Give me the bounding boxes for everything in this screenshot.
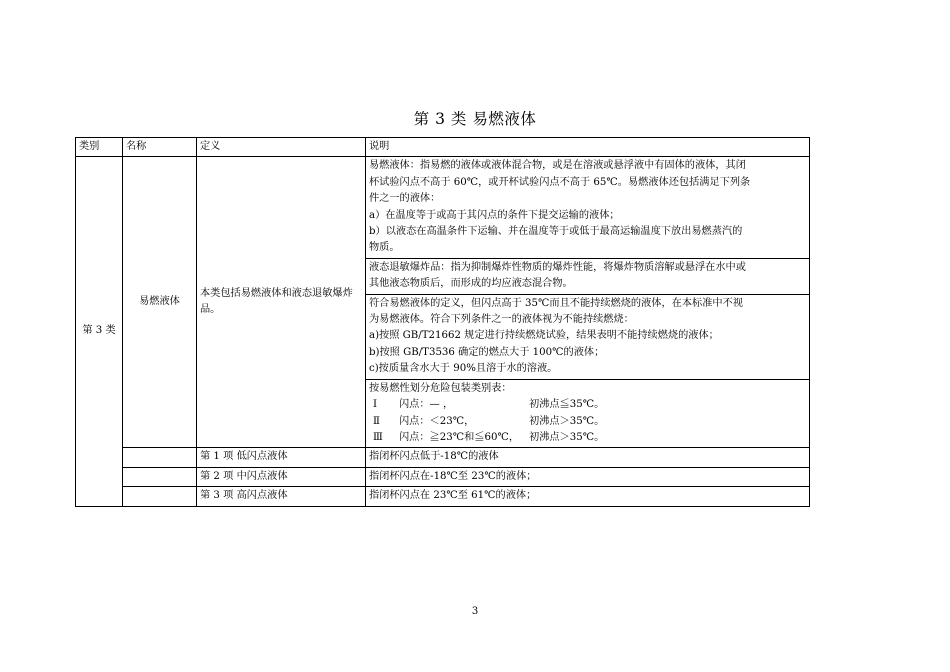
empty-name-cell [123, 487, 197, 506]
category-cell: 第 3 类 [76, 157, 123, 506]
item-label: 第 1 项 低闪点液体 [197, 448, 366, 467]
empty-name-cell [123, 467, 197, 486]
name-cell: 易燃液体 [123, 157, 197, 448]
packing-group-row [369, 397, 604, 413]
item-desc: 指闭杯闪点在-18℃至 23℃的液体； [366, 467, 810, 486]
empty-name-cell [123, 448, 197, 467]
explanation-desensitized [366, 258, 810, 294]
packing-intro: 按易燃性划分危险包装类别表： [369, 382, 512, 394]
packing-group-flash: 闪点：— ， [399, 399, 454, 411]
item-label: 第 3 项 高闪点液体 [197, 487, 366, 506]
explanation-packing-groups [366, 379, 810, 448]
packing-group-flash: 闪点：≧23℃和≦60℃， [399, 431, 520, 443]
packing-group-row [369, 430, 604, 446]
header-name: 名称 [123, 138, 197, 157]
packing-group-label: Ⅲ [373, 431, 383, 443]
packing-group-label: Ⅱ [373, 415, 380, 427]
page-title: 第 3 类 易燃液体 [413, 110, 537, 128]
table-row [76, 448, 810, 467]
table-row [76, 157, 810, 258]
definition-cell: 本类包括易燃液体和液态退敏爆炸品。 [197, 157, 366, 448]
explanation-non-sustaining [366, 294, 810, 379]
text-line: b)按照 GB/T3536 确定的燃点大于 100℃的液体； [369, 346, 605, 358]
text-line: c)按质量含水大于 90%且溶于水的溶液。 [369, 363, 558, 375]
hazard-class-table [75, 137, 810, 507]
text-line: 其他液态物质后，而形成的均应液态混合物。 [369, 278, 573, 290]
item-label: 第 2 项 中闪点液体 [197, 467, 366, 486]
text-line: 液态退敏爆炸品：指为抑制爆炸性物质的爆炸性能，将爆炸物质溶解或悬浮在水中或 [369, 261, 746, 273]
item-desc: 指闭杯闪点在 23℃至 61℃的液体； [366, 487, 810, 506]
text-line: 易燃液体：指易燃的液体或液体混合物，或是在溶液或悬浮液中有固体的液体，其闭 [369, 160, 746, 172]
table-row [76, 467, 810, 486]
packing-group-label: Ⅰ [373, 399, 378, 411]
table-row [76, 487, 810, 506]
packing-group-row [369, 414, 604, 430]
text-line: 杯试验闪点不高于 60℃，或开杯试验闪点不高于 65℃。易燃液体还包括满足下列条 [369, 176, 751, 188]
text-line: a)按照 GB/T21662 规定进行持续燃烧试验，结果表明不能持续燃烧的液体； [369, 330, 719, 342]
packing-group-flash: 闪点：＜23℃， [399, 415, 475, 427]
packing-group-boiling: 初沸点≦35℃。 [529, 399, 605, 411]
header-definition: 定义 [197, 138, 366, 157]
header-explanation: 说明 [366, 138, 810, 157]
text-line: b）以液态在高温条件下运输、并在温度等于或低于最高运输温度下放出易燃蒸汽的 [369, 226, 743, 238]
page-number: 3 [471, 606, 479, 617]
explanation-flammable [366, 157, 810, 258]
packing-group-boiling: 初沸点＞35℃。 [529, 431, 605, 443]
text-line: 符合易燃液体的定义，但闪点高于 35℃而且不能持续燃烧的液体，在本标准中不视 [369, 297, 743, 309]
text-line: 为易燃液体。符合下列条件之一的液体视为不能持续燃烧： [369, 314, 634, 326]
header-category: 类别 [76, 138, 123, 157]
packing-group-boiling: 初沸点＞35℃。 [529, 415, 605, 427]
text-line: 物质。 [369, 242, 400, 254]
table-header-row [76, 138, 810, 157]
item-desc: 指闭杯闪点低于-18℃的液体 [366, 448, 810, 467]
text-line: 件之一的液体： [369, 193, 441, 205]
text-line: a）在温度等于或高于其闪点的条件下提交运输的液体； [369, 209, 620, 221]
